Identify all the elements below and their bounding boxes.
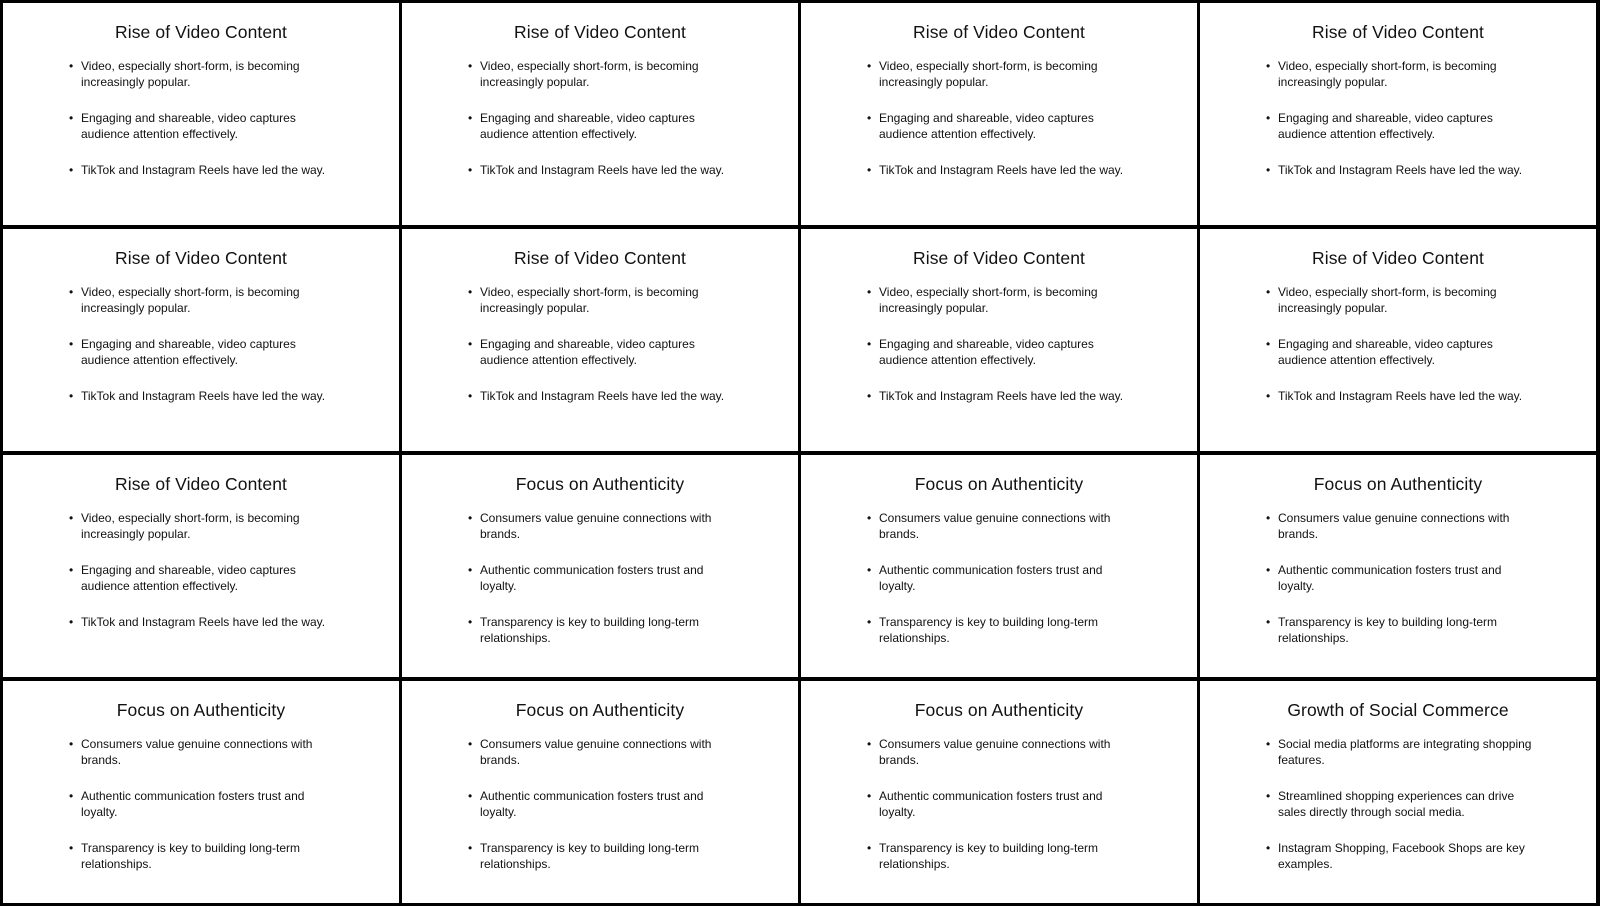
bullet-dot-icon: • <box>867 111 872 125</box>
bullet-dot-icon: • <box>69 285 74 299</box>
slide-thumbnail-14[interactable] <box>402 681 798 903</box>
bullet-text: Authentic communication fosters trust and loyalty. <box>879 789 1103 819</box>
bullet-list <box>1266 58 1536 194</box>
bullet-text: Consumers value genuine connections with brands. <box>1278 511 1510 541</box>
bullet-item <box>468 284 738 316</box>
bullet-text: TikTok and Instagram Reels have led the way. <box>480 389 725 403</box>
bullet-list <box>69 58 339 194</box>
slide-thumbnail-15[interactable] <box>801 681 1197 903</box>
bullet-list <box>468 284 738 420</box>
bullet-item <box>69 284 339 316</box>
slide-thumbnail-7[interactable] <box>801 229 1197 451</box>
bullet-text: Video, especially short-form, is becoming increasingly popular. <box>879 59 1098 89</box>
bullet-dot-icon: • <box>69 163 74 177</box>
bullet-item <box>468 58 738 90</box>
bullet-text: Transparency is key to building long-term relationships. <box>81 841 300 871</box>
bullet-text: TikTok and Instagram Reels have led the way. <box>81 163 326 177</box>
bullet-item <box>69 562 339 594</box>
slide-title: Focus on Authenticity <box>515 700 685 720</box>
slide-thumbnail-11[interactable] <box>801 455 1197 677</box>
bullet-text: Transparency is key to building long-term relationships. <box>879 615 1098 645</box>
bullet-text: TikTok and Instagram Reels have led the way. <box>1278 389 1523 403</box>
bullet-dot-icon: • <box>867 511 872 525</box>
bullet-dot-icon: • <box>867 789 872 803</box>
bullet-item <box>69 510 339 542</box>
bullet-dot-icon: • <box>69 111 74 125</box>
bullet-item <box>69 736 339 768</box>
bullet-text: Video, especially short-form, is becoming increasingly popular. <box>81 59 300 89</box>
bullet-text: Streamlined shopping experiences can drive sales directly through social media. <box>1278 789 1515 819</box>
slide-title: Rise of Video Content <box>114 248 288 268</box>
slide-title: Focus on Authenticity <box>914 700 1084 720</box>
bullet-item <box>468 614 738 646</box>
slide-title: Rise of Video Content <box>114 22 288 42</box>
bullet-text: TikTok and Instagram Reels have led the way. <box>480 163 725 177</box>
bullet-item <box>468 562 738 594</box>
bullet-item <box>69 388 339 420</box>
bullet-text: TikTok and Instagram Reels have led the way. <box>81 389 326 403</box>
bullet-text: Authentic communication fosters trust and loyalty. <box>480 789 704 819</box>
bullet-dot-icon: • <box>1266 285 1271 299</box>
bullet-dot-icon: • <box>69 789 74 803</box>
bullet-item <box>468 388 738 420</box>
slide-title: Growth of Social Commerce <box>1287 700 1509 720</box>
bullet-dot-icon: • <box>867 59 872 73</box>
bullet-item <box>867 388 1137 420</box>
bullet-dot-icon: • <box>1266 111 1271 125</box>
bullet-list <box>468 736 738 872</box>
bullet-text: Authentic communication fosters trust and loyalty. <box>1278 563 1502 593</box>
bullet-dot-icon: • <box>468 563 473 577</box>
bullet-text: TikTok and Instagram Reels have led the way. <box>1278 163 1523 177</box>
bullet-dot-icon: • <box>468 337 473 351</box>
bullet-dot-icon: • <box>1266 841 1271 855</box>
bullet-dot-icon: • <box>1266 563 1271 577</box>
bullet-item <box>1266 162 1536 194</box>
bullet-dot-icon: • <box>468 511 473 525</box>
bullet-text: Engaging and shareable, video captures audience attention effectively. <box>480 111 695 141</box>
bullet-dot-icon: • <box>468 737 473 751</box>
bullet-dot-icon: • <box>69 841 74 855</box>
slide-title: Focus on Authenticity <box>914 474 1084 494</box>
bullet-item <box>1266 562 1536 594</box>
bullet-item <box>867 336 1137 368</box>
slide-thumbnail-8[interactable] <box>1200 229 1596 451</box>
slide-thumbnail-13[interactable] <box>3 681 399 903</box>
slide-title: Focus on Authenticity <box>116 700 286 720</box>
bullet-item <box>69 336 339 368</box>
slide-title: Rise of Video Content <box>513 248 687 268</box>
slide-title: Rise of Video Content <box>513 22 687 42</box>
bullet-dot-icon: • <box>468 389 473 403</box>
slide-title: Rise of Video Content <box>1311 248 1485 268</box>
bullet-dot-icon: • <box>867 285 872 299</box>
slide-title: Rise of Video Content <box>114 474 288 494</box>
bullet-item <box>867 736 1137 768</box>
slide-thumbnail-5[interactable] <box>3 229 399 451</box>
slide-thumbnail-9[interactable] <box>3 455 399 677</box>
bullet-dot-icon: • <box>1266 337 1271 351</box>
bullet-item <box>1266 110 1536 142</box>
bullet-text: Engaging and shareable, video captures audience attention effectively. <box>1278 337 1493 367</box>
bullet-text: Engaging and shareable, video captures audience attention effectively. <box>81 111 296 141</box>
bullet-dot-icon: • <box>468 285 473 299</box>
bullet-list <box>468 58 738 194</box>
bullet-text: Engaging and shareable, video captures audience attention effectively. <box>1278 111 1493 141</box>
bullet-list <box>867 736 1137 872</box>
slide-thumbnail-12[interactable] <box>1200 455 1596 677</box>
bullet-text: Consumers value genuine connections with brands. <box>480 737 712 767</box>
bullet-item <box>69 58 339 90</box>
bullet-dot-icon: • <box>867 737 872 751</box>
bullet-item <box>69 110 339 142</box>
bullet-dot-icon: • <box>867 389 872 403</box>
bullet-text: TikTok and Instagram Reels have led the way. <box>879 163 1124 177</box>
bullet-text: Engaging and shareable, video captures audience attention effectively. <box>81 337 296 367</box>
bullet-dot-icon: • <box>1266 59 1271 73</box>
bullet-text: Consumers value genuine connections with brands. <box>879 737 1111 767</box>
bullet-text: Video, especially short-form, is becoming increasingly popular. <box>1278 59 1497 89</box>
bullet-list <box>69 736 339 872</box>
bullet-dot-icon: • <box>1266 389 1271 403</box>
bullet-text: Engaging and shareable, video captures audience attention effectively. <box>480 337 695 367</box>
slide-title: Rise of Video Content <box>1311 22 1485 42</box>
bullet-item <box>867 562 1137 594</box>
slide-thumbnail-1[interactable] <box>3 3 399 225</box>
bullet-dot-icon: • <box>1266 789 1271 803</box>
bullet-dot-icon: • <box>1266 163 1271 177</box>
bullet-dot-icon: • <box>468 841 473 855</box>
bullet-list <box>867 58 1137 194</box>
bullet-text: Transparency is key to building long-term relationships. <box>480 615 699 645</box>
bullet-dot-icon: • <box>1266 511 1271 525</box>
slide-thumbnail-3[interactable] <box>801 3 1197 225</box>
bullet-item <box>867 788 1137 820</box>
bullet-text: Video, especially short-form, is becoming increasingly popular. <box>81 285 300 315</box>
bullet-item <box>1266 284 1536 316</box>
bullet-text: Consumers value genuine connections with brands. <box>480 511 712 541</box>
bullet-item <box>1266 388 1536 420</box>
bullet-item <box>468 110 738 142</box>
bullet-item <box>69 614 339 646</box>
bullet-item <box>69 788 339 820</box>
slide-thumbnail-4[interactable] <box>1200 3 1596 225</box>
slide-title: Focus on Authenticity <box>515 474 685 494</box>
bullet-dot-icon: • <box>867 563 872 577</box>
bullet-dot-icon: • <box>468 615 473 629</box>
bullet-item <box>867 614 1137 646</box>
bullet-dot-icon: • <box>867 615 872 629</box>
bullet-dot-icon: • <box>867 163 872 177</box>
bullet-text: Transparency is key to building long-term relationships. <box>879 841 1098 871</box>
bullet-item <box>69 162 339 194</box>
bullet-text: Video, especially short-form, is becoming increasingly popular. <box>1278 285 1497 315</box>
bullet-item <box>867 840 1137 872</box>
bullet-dot-icon: • <box>468 789 473 803</box>
bullet-list <box>1266 284 1536 420</box>
slide-thumbnail-2[interactable] <box>402 3 798 225</box>
slide-title: Focus on Authenticity <box>1313 474 1483 494</box>
bullet-item <box>1266 510 1536 542</box>
bullet-text: Engaging and shareable, video captures audience attention effectively. <box>81 563 296 593</box>
slide-thumbnail-10[interactable] <box>402 455 798 677</box>
bullet-list <box>867 510 1137 646</box>
bullet-text: Authentic communication fosters trust and loyalty. <box>879 563 1103 593</box>
bullet-dot-icon: • <box>468 111 473 125</box>
bullet-list <box>69 284 339 420</box>
bullet-item <box>867 110 1137 142</box>
bullet-item <box>867 510 1137 542</box>
bullet-item <box>1266 840 1536 872</box>
bullet-item <box>867 284 1137 316</box>
bullet-dot-icon: • <box>1266 737 1271 751</box>
bullet-text: Video, especially short-form, is becoming increasingly popular. <box>81 511 300 541</box>
bullet-text: Video, especially short-form, is becoming increasingly popular. <box>879 285 1098 315</box>
bullet-item <box>1266 788 1536 820</box>
bullet-text: TikTok and Instagram Reels have led the way. <box>879 389 1124 403</box>
bullet-item <box>1266 614 1536 646</box>
bullet-text: Engaging and shareable, video captures audience attention effectively. <box>879 337 1094 367</box>
bullet-text: Video, especially short-form, is becoming increasingly popular. <box>480 59 699 89</box>
bullet-item <box>468 336 738 368</box>
bullet-dot-icon: • <box>1266 615 1271 629</box>
bullet-text: Consumers value genuine connections with brands. <box>81 737 313 767</box>
bullet-item <box>468 510 738 542</box>
slide-title: Rise of Video Content <box>912 22 1086 42</box>
bullet-item <box>468 788 738 820</box>
bullet-text: Authentic communication fosters trust and loyalty. <box>81 789 305 819</box>
bullet-item <box>867 162 1137 194</box>
bullet-list <box>867 284 1137 420</box>
bullet-item <box>69 840 339 872</box>
slide-title: Rise of Video Content <box>912 248 1086 268</box>
bullet-dot-icon: • <box>69 337 74 351</box>
bullet-dot-icon: • <box>468 163 473 177</box>
bullet-text: Social media platforms are integrating shopping features. <box>1278 737 1532 767</box>
bullet-dot-icon: • <box>69 59 74 73</box>
bullet-list <box>468 510 738 646</box>
bullet-item <box>1266 58 1536 90</box>
bullet-list <box>1266 510 1536 646</box>
slide-thumbnail-6[interactable] <box>402 229 798 451</box>
bullet-dot-icon: • <box>867 841 872 855</box>
bullet-item <box>468 162 738 194</box>
bullet-text: Engaging and shareable, video captures audience attention effectively. <box>879 111 1094 141</box>
bullet-dot-icon: • <box>468 59 473 73</box>
bullet-item <box>1266 336 1536 368</box>
bullet-text: Transparency is key to building long-term relationships. <box>480 841 699 871</box>
bullet-text: Instagram Shopping, Facebook Shops are key examples. <box>1278 841 1525 871</box>
bullet-dot-icon: • <box>867 337 872 351</box>
slide-thumbnail-16[interactable] <box>1200 681 1596 903</box>
bullet-list <box>69 510 339 646</box>
bullet-dot-icon: • <box>69 563 74 577</box>
bullet-dot-icon: • <box>69 615 74 629</box>
bullet-dot-icon: • <box>69 389 74 403</box>
bullet-item <box>867 58 1137 90</box>
bullet-text: Video, especially short-form, is becoming increasingly popular. <box>480 285 699 315</box>
bullet-text: Authentic communication fosters trust and loyalty. <box>480 563 704 593</box>
bullet-text: Transparency is key to building long-term relationships. <box>1278 615 1497 645</box>
bullet-text: TikTok and Instagram Reels have led the way. <box>81 615 326 629</box>
bullet-text: Consumers value genuine connections with brands. <box>879 511 1111 541</box>
bullet-item <box>468 736 738 768</box>
bullet-dot-icon: • <box>69 511 74 525</box>
bullet-item <box>468 840 738 872</box>
bullet-dot-icon: • <box>69 737 74 751</box>
bullet-list <box>1266 736 1536 872</box>
bullet-item <box>1266 736 1536 768</box>
